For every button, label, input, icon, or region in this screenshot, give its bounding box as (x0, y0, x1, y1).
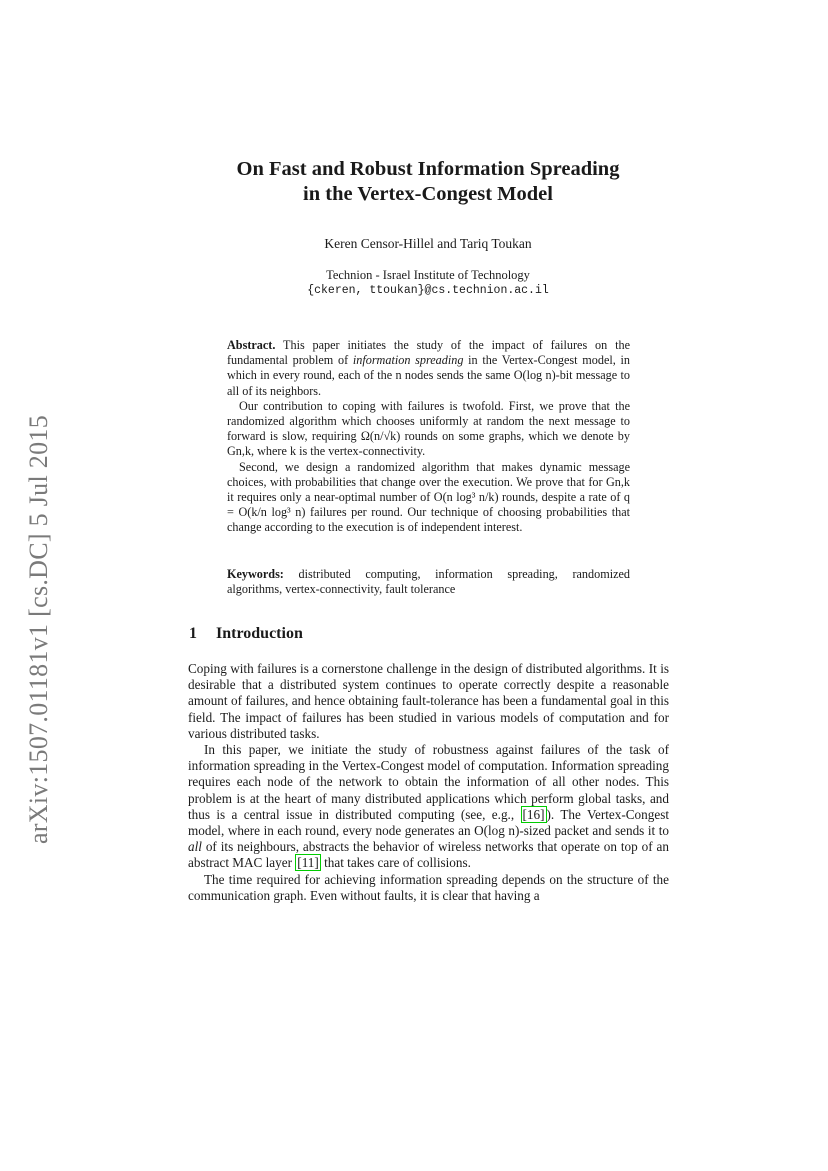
abstract (227, 338, 630, 536)
citation-link[interactable]: [11] (297, 855, 319, 871)
body-text (188, 661, 669, 904)
paper-title (150, 157, 706, 207)
body-text-segment: In this paper, we initiate the study of robustness against failures of the task of information spreading in the Vertex-Congest model of computation. Information spreading requires each node of the network to obtain the information of all other nodes. This problem is at the heart of many distributed applications which perform global tasks, and thus is a central issue in distributed computing (see, e.g., (188, 742, 669, 822)
body-paragraph-3: The time required for achieving information spreading depends on the structure of the communication graph. Even without faults, it is clear that having a (188, 871, 669, 903)
abstract-label: Abstract. (227, 338, 276, 352)
emphasis: information spreading (352, 353, 464, 368)
authors: Keren Censor-Hillel and Tariq Toukan (324, 236, 532, 251)
section-title: Introduction (216, 625, 303, 642)
arxiv-identifier: arXiv:1507.01181v1 [cs.DC] 5 Jul 2015 (24, 415, 53, 844)
title-line-1: On Fast and Robust Information Spreading (236, 158, 620, 180)
abstract-text: in the Vertex-Congest model, in which in every round, each of the n nodes sends the same O(log n)-bit message to all of its neighbors. (227, 353, 631, 398)
body-paragraph-1: Coping with failures is a cornerstone challenge in the design of distributed algorithms. It is desirable that a distributed system continues to operate correctly despite a reasonable amount of failures, and hence obtaining fault-tolerance has been a fundamental goal in this field. The impact of failures has been studied in various models of computation and for various distributed tasks. (188, 661, 669, 741)
abstract-paragraph-2: Our contribution to coping with failures is twofold. First, we prove that the randomized algorithm which chooses uniformly at random the next message to forward is slow, requiring Ω(n/√k) rounds on some graphs, which we denote by Gn,k, where k is the vertex-connectivity. (227, 398, 630, 459)
abstract-text: This paper initiates the study of the impact of failures on the fundamental problem of (227, 338, 630, 368)
abstract-paragraph-3: Second, we design a randomized algorithm that makes dynamic message choices, with probabilities that change over the execution. We prove that for Gn,k it requires only a near-optimal number of O(n log³ n/k) rounds, despite a rate of q = O(k/n log³ n) failures per round. Our technique of choosing probabilities that change according to the execution is of independent interest. (227, 459, 630, 535)
title-line-2: in the Vertex-Congest Model (303, 183, 553, 205)
affiliation-block (150, 267, 706, 299)
author-email: {ckeren, ttoukan}@cs.technion.ac.il (307, 284, 549, 297)
body-text-segment: of its neighbours, abstracts the behavior of wireless networks that operate on top of an abstract MAC layer (188, 839, 669, 871)
keywords-text: distributed computing, information spreading, randomized algorithms, vertex-connectivity, fault tolerance (227, 567, 630, 597)
citation-link[interactable]: [16] (522, 806, 545, 822)
section-number: 1 (189, 625, 197, 642)
emphasis: all (188, 839, 202, 855)
body-paragraph-2 (188, 742, 669, 872)
body-text-segment: that takes care of collisions. (320, 855, 471, 871)
keywords (227, 567, 630, 597)
affiliation: Technion - Israel Institute of Technology (326, 268, 530, 282)
abstract-paragraph-1 (227, 338, 630, 399)
body-text-segment: ). The Vertex-Congest model, where in each round, every node generates an O(log n)-sized packet and sends it to (188, 806, 669, 839)
keywords-label: Keywords: (227, 567, 284, 581)
section-heading (189, 625, 669, 643)
